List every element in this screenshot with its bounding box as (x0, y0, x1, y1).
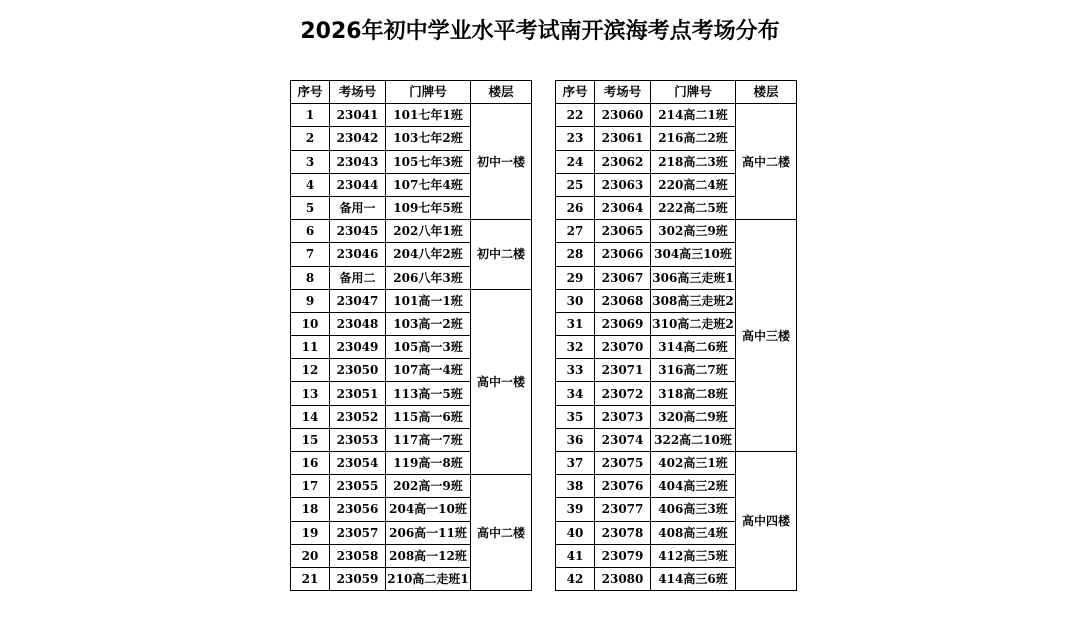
cell-room: 23070 (595, 336, 651, 359)
cell-room: 23069 (595, 312, 651, 335)
cell-seq: 42 (556, 567, 595, 590)
table-row (556, 452, 797, 475)
cell-door: 216高二2班 (651, 127, 736, 150)
cell-seq: 20 (291, 544, 330, 567)
cell-seq: 29 (556, 266, 595, 289)
cell-room: 23074 (595, 428, 651, 451)
cell-seq: 40 (556, 521, 595, 544)
cell-room: 23044 (330, 173, 386, 196)
cell-seq: 12 (291, 359, 330, 382)
header-seq: 序号 (556, 81, 595, 104)
cell-door: 208高一12班 (386, 544, 471, 567)
cell-room: 23064 (595, 196, 651, 219)
cell-door: 314高二6班 (651, 336, 736, 359)
cell-room: 23072 (595, 382, 651, 405)
cell-room: 23076 (595, 475, 651, 498)
cell-seq: 35 (556, 405, 595, 428)
table-row (291, 220, 532, 243)
cell-room: 23080 (595, 567, 651, 590)
cell-seq: 36 (556, 428, 595, 451)
cell-seq: 18 (291, 498, 330, 521)
cell-room: 23079 (595, 544, 651, 567)
cell-room: 23050 (330, 359, 386, 382)
cell-door: 117高一7班 (386, 428, 471, 451)
cell-room: 23045 (330, 220, 386, 243)
cell-room: 23057 (330, 521, 386, 544)
cell-room: 23055 (330, 475, 386, 498)
cell-door: 119高一8班 (386, 452, 471, 475)
cell-seq: 9 (291, 289, 330, 312)
cell-seq: 7 (291, 243, 330, 266)
cell-room: 23073 (595, 405, 651, 428)
cell-seq: 39 (556, 498, 595, 521)
cell-seq: 4 (291, 173, 330, 196)
cell-door: 107高一4班 (386, 359, 471, 382)
header-door: 门牌号 (651, 81, 736, 104)
cell-door: 320高二9班 (651, 405, 736, 428)
cell-seq: 23 (556, 127, 595, 150)
cell-room: 备用一 (330, 196, 386, 219)
table-row (291, 104, 532, 127)
header-floor: 楼层 (471, 81, 532, 104)
cell-seq: 13 (291, 382, 330, 405)
cell-door: 105七年3班 (386, 150, 471, 173)
cell-door: 115高一6班 (386, 405, 471, 428)
cell-room: 23077 (595, 498, 651, 521)
cell-room: 23062 (595, 150, 651, 173)
cell-room: 23071 (595, 359, 651, 382)
cell-door: 206高一11班 (386, 521, 471, 544)
cell-seq: 28 (556, 243, 595, 266)
cell-room: 23051 (330, 382, 386, 405)
cell-seq: 21 (291, 567, 330, 590)
cell-room: 23054 (330, 452, 386, 475)
table-header-row (556, 81, 797, 104)
table-row (291, 289, 532, 312)
cell-room: 23068 (595, 289, 651, 312)
cell-room: 23041 (330, 104, 386, 127)
cell-seq: 3 (291, 150, 330, 173)
cell-seq: 38 (556, 475, 595, 498)
cell-door: 222高二5班 (651, 196, 736, 219)
cell-seq: 1 (291, 104, 330, 127)
cell-floor: 高中二楼 (471, 475, 532, 591)
cell-door: 404高三2班 (651, 475, 736, 498)
cell-room: 23060 (595, 104, 651, 127)
cell-room: 23067 (595, 266, 651, 289)
cell-door: 322高二10班 (651, 428, 736, 451)
cell-door: 316高二7班 (651, 359, 736, 382)
cell-seq: 31 (556, 312, 595, 335)
cell-seq: 34 (556, 382, 595, 405)
cell-door: 220高二4班 (651, 173, 736, 196)
cell-room: 23056 (330, 498, 386, 521)
cell-door: 210高二走班1 (386, 567, 471, 590)
cell-door: 101七年1班 (386, 104, 471, 127)
cell-floor: 高中二楼 (736, 104, 797, 220)
cell-room: 23063 (595, 173, 651, 196)
exam-room-table-right (555, 80, 797, 591)
cell-room: 23049 (330, 336, 386, 359)
cell-door: 109七年5班 (386, 196, 471, 219)
table-row (291, 475, 532, 498)
cell-door: 202八年1班 (386, 220, 471, 243)
cell-seq: 27 (556, 220, 595, 243)
cell-door: 202高一9班 (386, 475, 471, 498)
cell-seq: 37 (556, 452, 595, 475)
cell-room: 23046 (330, 243, 386, 266)
cell-seq: 17 (291, 475, 330, 498)
cell-door: 101高一1班 (386, 289, 471, 312)
cell-seq: 6 (291, 220, 330, 243)
cell-seq: 22 (556, 104, 595, 127)
cell-door: 113高一5班 (386, 382, 471, 405)
cell-door: 107七年4班 (386, 173, 471, 196)
cell-door: 302高三9班 (651, 220, 736, 243)
cell-floor: 高中一楼 (471, 289, 532, 475)
cell-room: 23052 (330, 405, 386, 428)
cell-seq: 2 (291, 127, 330, 150)
cell-door: 408高三4班 (651, 521, 736, 544)
cell-door: 310高二走班2 (651, 312, 736, 335)
cell-seq: 41 (556, 544, 595, 567)
cell-door: 218高二3班 (651, 150, 736, 173)
cell-seq: 32 (556, 336, 595, 359)
exam-room-table-left (290, 80, 532, 591)
header-floor: 楼层 (736, 81, 797, 104)
cell-seq: 25 (556, 173, 595, 196)
cell-door: 402高三1班 (651, 452, 736, 475)
cell-floor: 高中三楼 (736, 220, 797, 452)
cell-door: 412高三5班 (651, 544, 736, 567)
cell-seq: 15 (291, 428, 330, 451)
cell-floor: 初中二楼 (471, 220, 532, 290)
cell-seq: 26 (556, 196, 595, 219)
cell-room: 23065 (595, 220, 651, 243)
cell-room: 备用二 (330, 266, 386, 289)
cell-door: 214高二1班 (651, 104, 736, 127)
cell-room: 23078 (595, 521, 651, 544)
page-title: 2026年初中学业水平考试南开滨海考点考场分布 (300, 19, 780, 44)
cell-door: 105高一3班 (386, 336, 471, 359)
header-door: 门牌号 (386, 81, 471, 104)
cell-door: 103七年2班 (386, 127, 471, 150)
table-row (556, 220, 797, 243)
cell-door: 306高三走班1 (651, 266, 736, 289)
cell-seq: 16 (291, 452, 330, 475)
table-header-row (291, 81, 532, 104)
cell-door: 304高三10班 (651, 243, 736, 266)
cell-floor: 初中一楼 (471, 104, 532, 220)
cell-room: 23048 (330, 312, 386, 335)
cell-door: 318高二8班 (651, 382, 736, 405)
cell-seq: 24 (556, 150, 595, 173)
cell-seq: 14 (291, 405, 330, 428)
cell-door: 204高一10班 (386, 498, 471, 521)
cell-seq: 33 (556, 359, 595, 382)
header-room: 考场号 (330, 81, 386, 104)
cell-room: 23047 (330, 289, 386, 312)
header-room: 考场号 (595, 81, 651, 104)
cell-seq: 10 (291, 312, 330, 335)
header-seq: 序号 (291, 81, 330, 104)
cell-seq: 19 (291, 521, 330, 544)
table-row (556, 104, 797, 127)
cell-door: 414高三6班 (651, 567, 736, 590)
cell-room: 23061 (595, 127, 651, 150)
cell-seq: 5 (291, 196, 330, 219)
cell-seq: 11 (291, 336, 330, 359)
cell-room: 23058 (330, 544, 386, 567)
cell-room: 23075 (595, 452, 651, 475)
cell-room: 23043 (330, 150, 386, 173)
cell-seq: 8 (291, 266, 330, 289)
cell-door: 204八年2班 (386, 243, 471, 266)
cell-door: 103高一2班 (386, 312, 471, 335)
cell-door: 406高三3班 (651, 498, 736, 521)
cell-room: 23066 (595, 243, 651, 266)
cell-floor: 高中四楼 (736, 452, 797, 591)
cell-door: 206八年3班 (386, 266, 471, 289)
cell-room: 23042 (330, 127, 386, 150)
cell-room: 23053 (330, 428, 386, 451)
cell-room: 23059 (330, 567, 386, 590)
cell-seq: 30 (556, 289, 595, 312)
cell-door: 308高三走班2 (651, 289, 736, 312)
